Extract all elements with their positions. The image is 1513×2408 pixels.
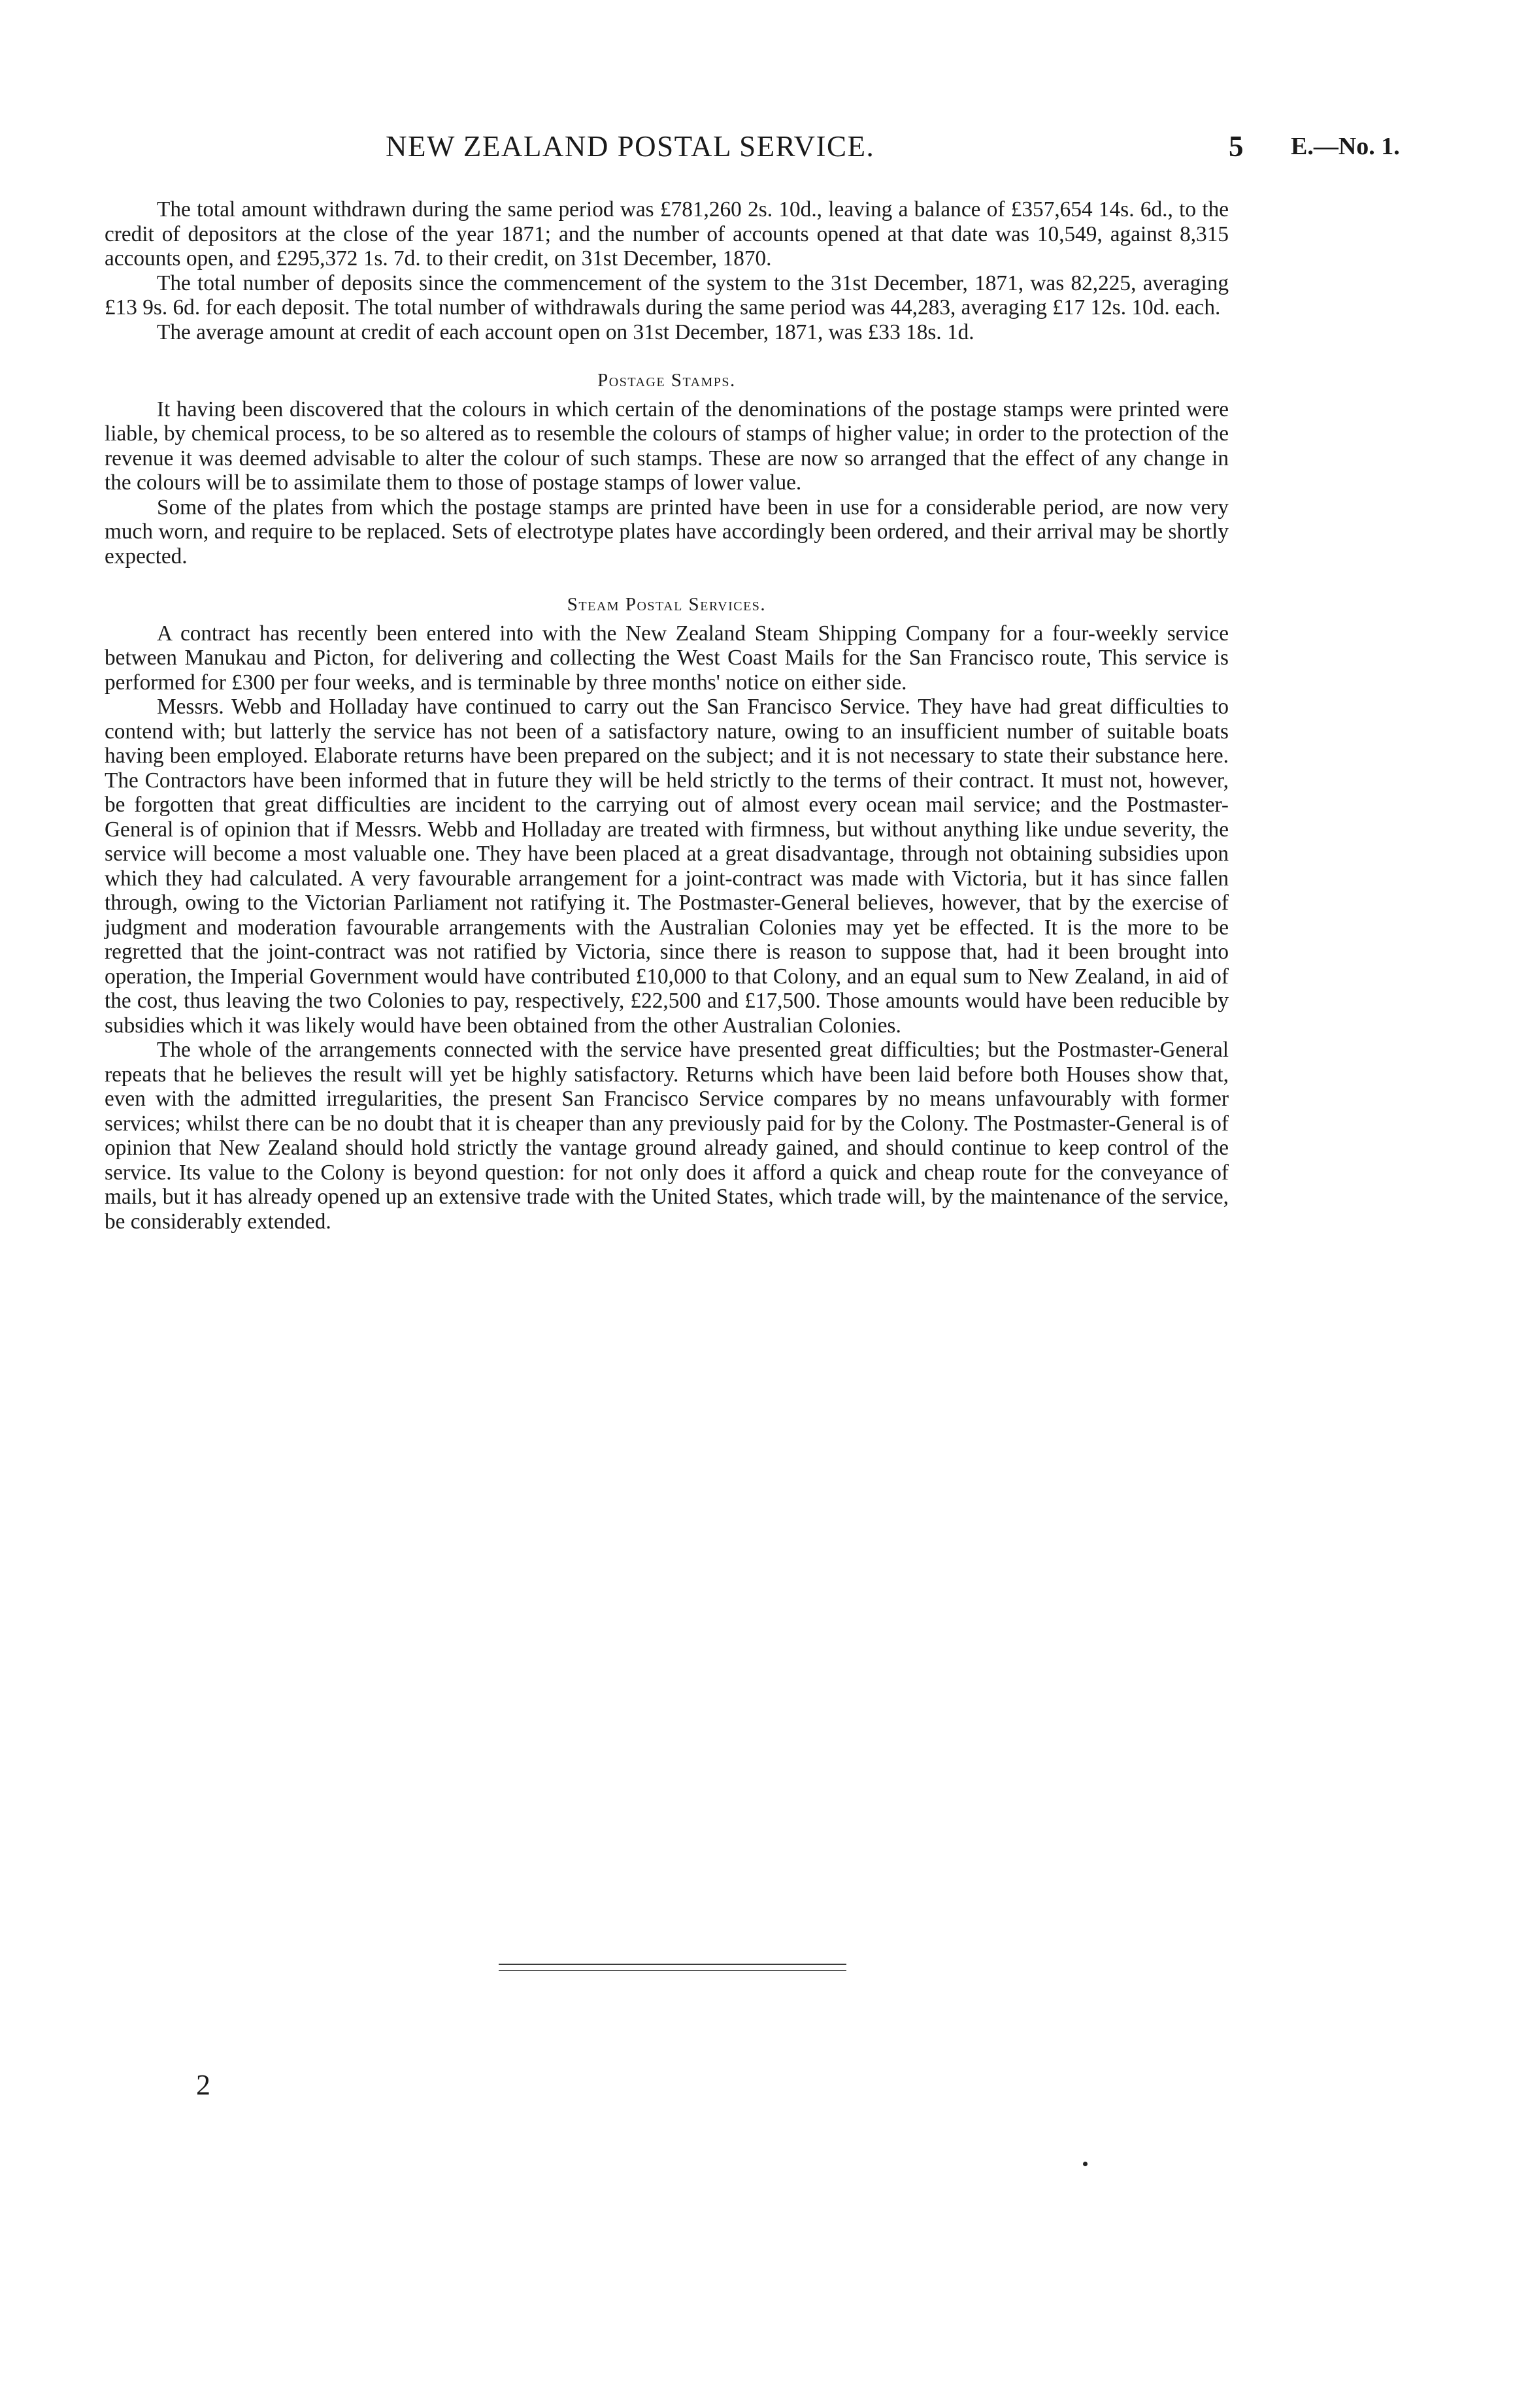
signature-mark: 2 [196,2069,210,2101]
paragraph: The average amount at credit of each account open on 31st December, 1871, was £33 18s. 1d. [157,320,974,344]
paragraph: The total amount withdrawn during the same period was £781,260 2s. 10d., leaving a balance of £357,654 14s. 6d., to the credit of depositors at the close of the year 1871; and the number of accounts opened at that date was 10,549, against 8,315 accounts open, and £295,372 1s. 7d. to their credit, on 31st December, 1870. [105,197,1229,271]
ink-speck [1083,2162,1088,2166]
section-heading-steam-postal-services: Steam Postal Services. [567,594,767,615]
paragraph: Some of the plates from which the postage stamps are printed have been in use for a considerable period, are now very much worn, and require to be replaced. Sets of electrotype plates have accordingly been ordered, and their arrival may be shortly expected. [105,495,1229,569]
closing-rule [499,1964,846,1971]
paragraph: Messrs. Webb and Holladay have continued to carry out the San Francisco Service. They have had great difficulties to contend with; but latterly the service has not been of a satisfactory nature, owing to an insufficient number of suitable boats having been employed. Elaborate returns have been prepared on the subject; and it is not necessary to state their substance here. The Contractors have been informed that in future they will be held strictly to the terms of their contract. It must not, however, be forgotten that great difficulties are incident to the carrying out of almost every ocean mail service; and the Postmaster-General is of opinion that if Messrs. Webb and Holladay are treated with firmness, but without anything like undue severity, the service will become a most valuable one. They have been placed at a great disadvantage, through not obtaining subsidies upon which they had calculated. A very favourable arrangement for a joint-contract was made with Victoria, but it has since fallen through, owing to the Victorian Parliament not ratifying it. The Postmaster-General believes, however, that by the exercise of judgment and moderation favourable arrangements with the Australian Colonies may yet be effected. It is the more to be regretted that the joint-contract was not ratified by Victoria, since there is reason to suppose that, had it been brought into operation, the Imperial Government would have contributed £10,000 to that Colony, and an equal sum to New Zealand, in aid of the cost, thus leaving the two Colonies to pay, respectively, £22,500 and £17,500. Those amounts would have been reducible by subsidies which it was likely would have been obtained from the other Australian Colonies. [105,695,1229,1038]
paragraph: The whole of the arrangements connected with the service have presented great difficulties; but the Postmaster-General repeats that he believes the result will yet be highly satisfactory. Returns which have been laid before both Houses show that, even with the admitted irregularities, the present San Francisco Service compares by no means unfavourably with former services; whilst there can be no doubt that it is cheaper than any previously paid for by the Colony. The Postmaster-General is of opinion that New Zealand should hold strictly the vantage ground already gained, and should continue to keep control of the service. Its value to the Colony is beyond question: for not only does it afford a quick and cheap route for the conveyance of mails, but it has already opened up an extensive trade with the United States, which trade will, by the maintenance of the service, be considerably extended. [105,1038,1229,1234]
paragraph: The total number of deposits since the commencement of the system to the 31st December, 1871, was 82,225, averaging £13 9s. 6d. for each deposit. The total number of withdrawals during the same period was 44,283, averaging £17 12s. 10d. each. [105,271,1229,320]
document-reference: E.—No. 1. [1291,133,1400,160]
page-number: 5 [1229,130,1244,163]
paragraph: A contract has recently been entered into with the New Zealand Steam Shipping Company for a four-weekly service between Manukau and Picton, for delivering and collecting the West Coast Mails for the San Francisco route, This service is performed for £300 per four weeks, and is terminable by three months' notice on either side. [105,621,1229,695]
divider [499,1970,846,1971]
document-body [105,197,1229,1234]
page-header [0,129,1513,175]
divider [499,1964,846,1965]
page-title: NEW ZEALAND POSTAL SERVICE. [386,130,875,163]
paragraph: It having been discovered that the colours in which certain of the denominations of the postage stamps were printed were liable, by chemical process, to be so altered as to resemble the colours of stamps of higher value; in order to the protection of the revenue it was deemed advisable to alter the colour of such stamps. These are now so arranged that the effect of any change in the colours will be to assimilate them to those of postage stamps of lower value. [105,397,1229,495]
section-heading-postage-stamps: Postage Stamps. [597,370,736,391]
